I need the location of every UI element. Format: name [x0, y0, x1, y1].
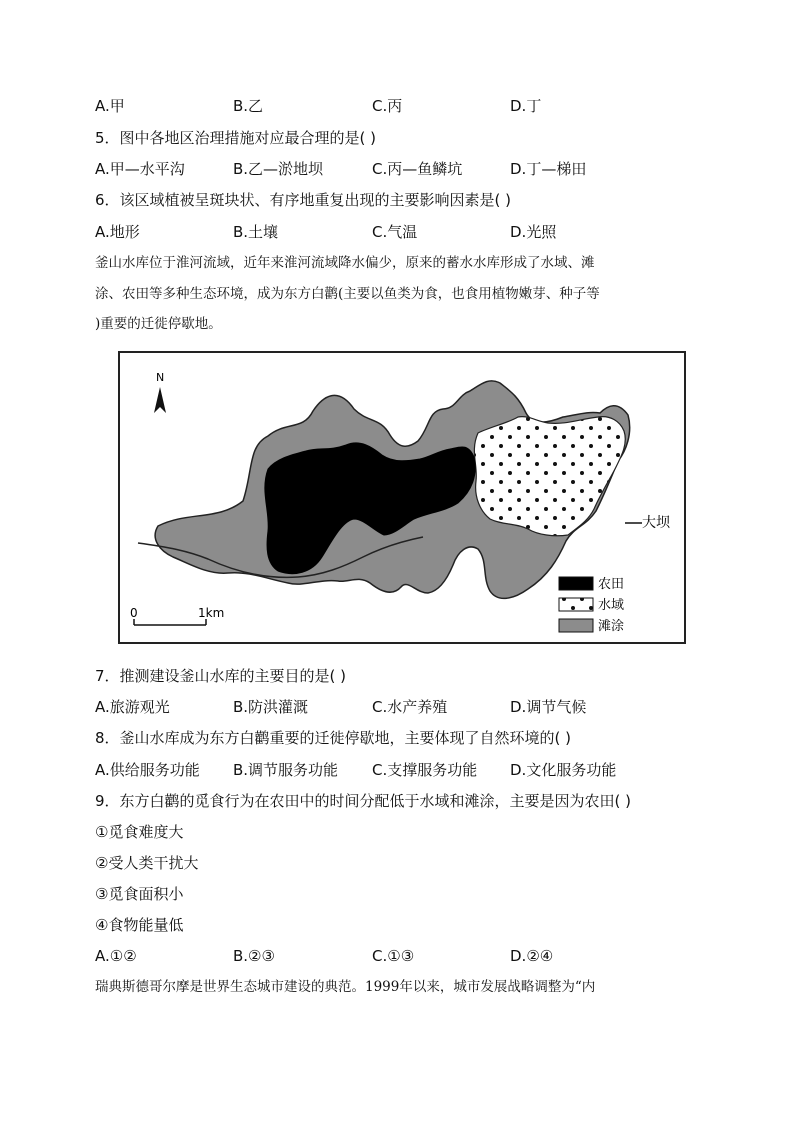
q9-item: ②受人类干扰大 — [95, 854, 199, 872]
q8-option-b: B.调节服务功能 — [233, 761, 339, 779]
q7-option-a: A.旅游观光 — [95, 698, 170, 716]
legend-label-tidal-flat: 滩涂 — [598, 619, 625, 634]
q6-option-c: C.气温 — [372, 223, 418, 241]
q7-option-b: B.防洪灌溉 — [233, 698, 309, 716]
passage-line: 釜山水库位于淮河流域，近年来淮河流域降水偏少，原来的蓄水水库形成了水域、滩 — [95, 255, 595, 271]
dam-label: 大坝 — [642, 515, 670, 531]
q6-stem: 6．该区域植被呈斑块状、有序地重复出现的主要影响因素是( ) — [95, 191, 512, 209]
q9-option-b: B.②③ — [233, 947, 275, 965]
q7-stem: 7．推测建设釜山水库的主要目的是( ) — [95, 667, 347, 685]
passage-line: 瑞典斯德哥尔摩是世界生态城市建设的典范。1999年以来，城市发展战略调整为“内 — [95, 979, 596, 995]
q9-item: ③觅食面积小 — [95, 885, 184, 903]
q9-option-a: A.①② — [95, 947, 137, 965]
q5-option-b: B.乙—淤地坝 — [233, 160, 324, 178]
q5-option-d: D.丁—梯田 — [510, 160, 587, 178]
q9-option-d: D.②④ — [510, 947, 554, 965]
q5-stem: 5．图中各地区治理措施对应最合理的是( ) — [95, 129, 377, 147]
q8-option-c: C.支撑服务功能 — [372, 761, 478, 779]
q7-option-c: C.水产养殖 — [372, 698, 448, 716]
q9-item: ④食物能量低 — [95, 916, 184, 934]
q4-option-a: A.甲 — [95, 97, 125, 115]
q6-option-b: B.土壤 — [233, 223, 279, 241]
legend-swatch-tidal-flat — [559, 619, 593, 632]
q9-item: ①觅食难度大 — [95, 823, 184, 841]
legend-swatch-water — [559, 598, 593, 611]
q5-option-a: A.甲—水平沟 — [95, 160, 185, 178]
legend-swatch-farmland — [559, 577, 593, 590]
q5-option-c: C.丙—鱼鳞坑 — [372, 160, 463, 178]
q8-option-d: D.文化服务功能 — [510, 761, 617, 779]
scale-zero: 0 — [130, 606, 138, 620]
legend-label-farmland: 农田 — [598, 577, 625, 592]
passage-line: )重要的迁徙停歇地。 — [95, 316, 222, 332]
q6-option-a: A.地形 — [95, 223, 140, 241]
svg-text:N: N — [156, 371, 165, 384]
q4-option-b: B.乙 — [233, 97, 264, 115]
q9-stem: 9．东方白鹳的觅食行为在农田中的时间分配低于水域和滩涂，主要是因为农田( ) — [95, 792, 632, 810]
legend-label-water: 水域 — [598, 598, 625, 613]
q6-option-d: D.光照 — [510, 223, 557, 241]
q7-option-d: D.调节气候 — [510, 698, 587, 716]
reservoir-map — [118, 351, 686, 644]
map-legend — [559, 577, 624, 634]
scale-km: 1km — [198, 606, 225, 620]
q9-option-c: C.①③ — [372, 947, 415, 965]
q8-stem: 8．釜山水库成为东方白鹳重要的迁徙停歇地，主要体现了自然环境的( ) — [95, 729, 572, 747]
q4-option-c: C.丙 — [372, 97, 403, 115]
passage-line: 涂、农田等多种生态环境，成为东方白鹳(主要以鱼类为食，也食用植物嫩芽、种子等 — [95, 286, 600, 302]
q8-option-a: A.供给服务功能 — [95, 761, 200, 779]
q4-option-d: D.丁 — [510, 97, 542, 115]
